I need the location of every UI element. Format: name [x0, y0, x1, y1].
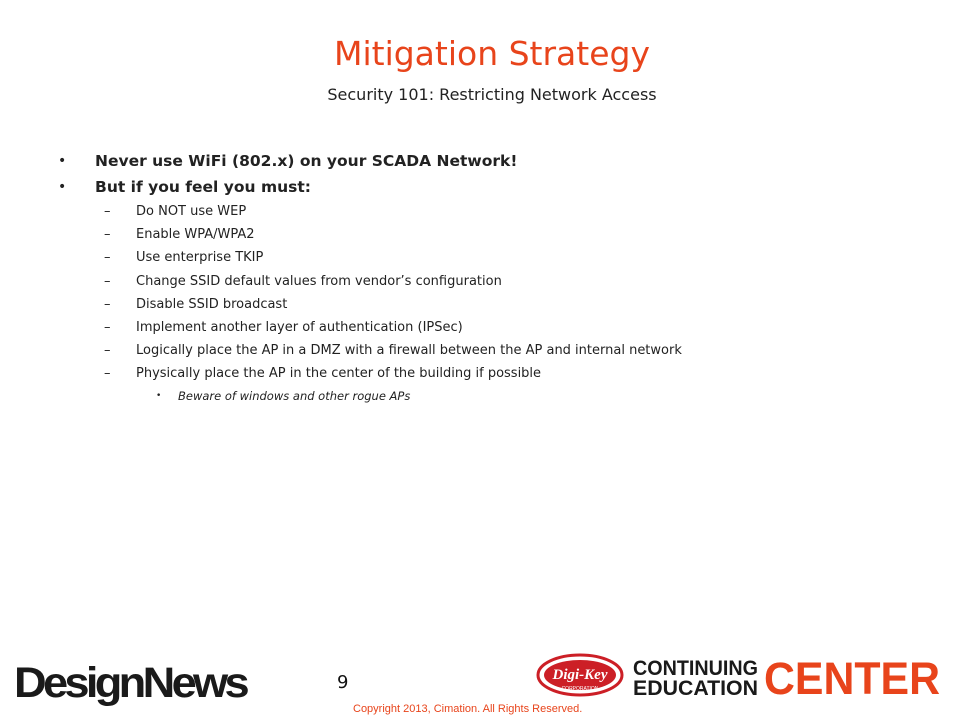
- slide-subtitle: Security 101: Restricting Network Access: [327, 85, 657, 104]
- dash-icon: –: [104, 366, 111, 382]
- digikey-logo: [538, 655, 622, 695]
- svg-text:Digi-Key: Digi-Key: [552, 667, 608, 683]
- svg-text:EDUCATION: EDUCATION: [633, 677, 758, 700]
- svg-text:DesignNews: Design News: [14, 659, 241, 707]
- sub-bullet-text: Change SSID default values from vendor’s configuration: [136, 273, 502, 289]
- slide-title: Mitigation Strategy: [333, 34, 650, 73]
- sub-bullet-text: Physically place the AP in the center of the building if possible: [136, 366, 542, 382]
- bullet-dot-icon: •: [58, 179, 67, 195]
- sub-bullet-item: [58, 223, 918, 246]
- sub-bullet-item: [58, 362, 918, 385]
- sub-bullet-item: [58, 270, 918, 293]
- bullet-content: [58, 148, 918, 406]
- sub-bullet-item: [58, 246, 918, 269]
- copyright-text: Copyright 2013, Cimation. All Rights Reserved.: [353, 703, 583, 715]
- sub-sub-bullet-text: Beware of windows and other rogue APs: [178, 388, 411, 403]
- sub-bullet-text: Disable SSID broadcast: [136, 296, 288, 312]
- sub-bullet-item: [58, 339, 918, 362]
- dash-icon: –: [104, 343, 111, 359]
- sub-bullet-text: Implement another layer of authentication (IPSec): [136, 319, 463, 335]
- sub-bullet-text: Do NOT use WEP: [136, 204, 247, 219]
- dash-icon: –: [104, 227, 111, 243]
- svg-text:CENTER: CENTER: [764, 653, 940, 702]
- sub-bullet-item: [58, 200, 918, 223]
- bullet-text: Never use WiFi (802.x) on your SCADA Network!: [95, 152, 518, 170]
- dash-icon: –: [104, 319, 111, 335]
- designnews-logo: [14, 655, 250, 711]
- dash-icon: –: [104, 273, 111, 289]
- dash-icon: –: [104, 204, 111, 219]
- dash-icon: –: [104, 296, 111, 312]
- bullet-dot-icon: •: [156, 390, 162, 401]
- sub-bullet-text: Use enterprise TKIP: [136, 250, 264, 266]
- sub-bullet-item: [58, 293, 918, 316]
- sub-sub-bullet-item: [58, 386, 918, 406]
- bullet-item: [58, 174, 918, 200]
- bullet-text: But if you feel you must:: [95, 178, 311, 196]
- bullet-dot-icon: •: [58, 153, 67, 169]
- dash-icon: –: [104, 250, 111, 266]
- svg-text:CONTINUING: CONTINUING: [633, 657, 758, 680]
- page-number: 9: [337, 672, 349, 693]
- svg-text:CORPORATION: CORPORATION: [561, 686, 599, 692]
- bullet-item: [58, 148, 918, 174]
- continuing-education-center-logo: [536, 652, 946, 706]
- sub-bullet-text: Enable WPA/WPA2: [136, 227, 255, 243]
- sub-bullet-item: [58, 316, 918, 339]
- sub-bullet-text: Logically place the AP in a DMZ with a firewall between the AP and internal network: [136, 343, 682, 359]
